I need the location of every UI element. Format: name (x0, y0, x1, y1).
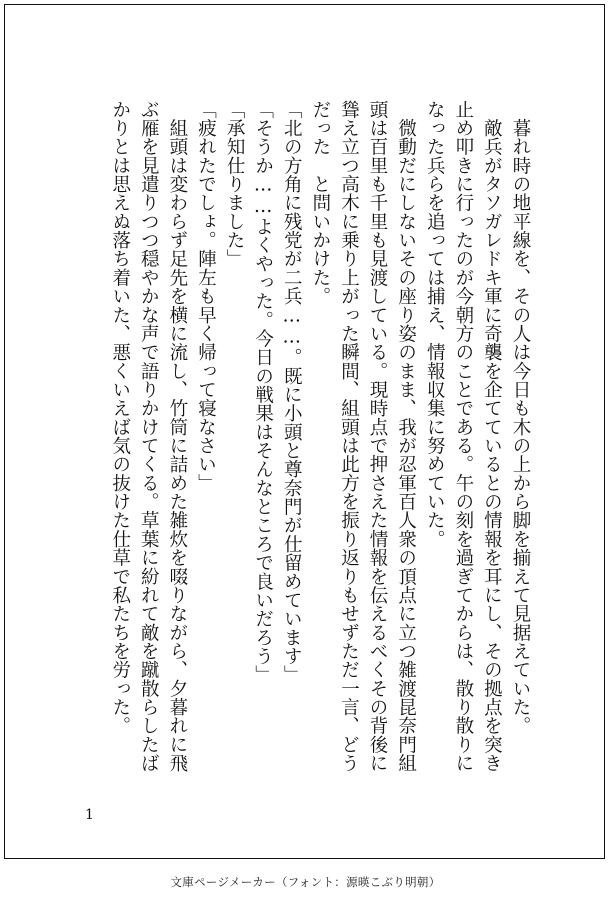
text-line: 組頭は変わらず足先を横に流し、竹筒に詰めた雑炊を啜りながら、夕暮れに飛 (166, 100, 188, 773)
text-line: 「そうか……よくやった。今日の戦果はそんなところで良いだろう」 (252, 100, 274, 685)
page-frame (4, 4, 605, 859)
text-line: 敵兵がタソガレドキ軍に奇襲を企てているとの情報を耳にし、その拠点を突き (481, 100, 503, 773)
text-line: 「北の方角に残党が二兵……。既に小頭と尊奈門が仕留めています」 (281, 100, 303, 685)
text-line: 「疲れたでしょ。陣左も早く帰って寝なさい」 (195, 100, 217, 493)
text-line: 暮れ時の地平線を、その人は今日も木の上から脚を揃えて見据えていた。 (510, 100, 531, 736)
page-number: 1 (85, 807, 94, 823)
text-line: ぶ雁を見遣りつつ穏やかな声で語りかけてくる。草葉に紛れて敵を蹴散らしたば (138, 100, 160, 773)
vertical-body-text (64, 100, 534, 775)
text-line: なった兵らを追っては捕え、情報収集に努めていた。 (424, 100, 446, 549)
footer-caption: 文庫ページメーカー（フォント：源暎こぶり明朝） (170, 875, 441, 889)
text-line: 頭は百里も千里も見渡している。現時点で押さえた情報を伝えるべくその背後に (367, 100, 389, 773)
text-line: かりとは思えぬ落ち着いた、悪くいえば気の抜けた仕草で私たちを労った。 (109, 100, 131, 736)
text-line: だった と問いかけた。 (309, 100, 331, 306)
text-line: 止め叩きに行ったのが今朝方のことである。午の刻を過ぎてからは、散り散りに (452, 100, 474, 773)
text-line: 聳え立つ高木に乗り上がった瞬間、組頭は此方を振り返りもせずただ一言、どう (338, 100, 360, 773)
text-line: 微動だにしないその座り姿のまま、我が忍軍百人衆の頂点に立つ雑渡昆奈門組 (395, 100, 417, 773)
text-line: 「承知仕りました」 (224, 100, 246, 269)
